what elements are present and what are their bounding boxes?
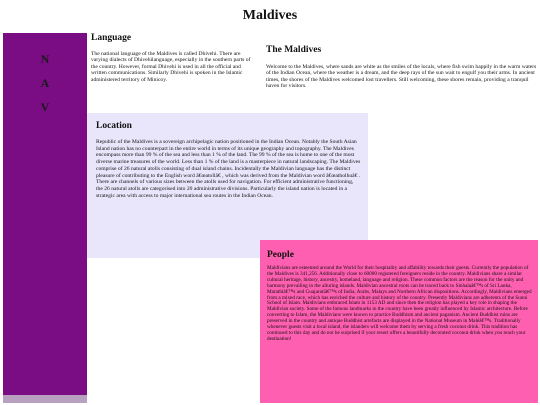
nav-letter-v: V <box>40 100 50 114</box>
language-text: The national language of the Maldives is called Dhivehi. There are varying dialects of Dhivehilanguage, especially in the southern parts of the country. However, formal Dhivehi is used in all the official and written communications. Similarly Dhivehi is spoken in the Islamic administered territory of Minicoy. <box>91 51 251 83</box>
nav-label <box>3 47 87 119</box>
people-heading: People <box>267 250 294 260</box>
nav-letter-a: A <box>40 76 50 90</box>
people-text: Maldivians are esteemed around the World for their hospitality and affability towards their guests. Currently the population of the Maldives is 341,256. Additionally close to 60000 registered foreigners reside in the country. Maldivians share a similar cultural heritage, history, ancestry, homeland, language and religion. These common factors are the reason for the unity and harmony prevailing in the alluring islands. Maldivian ancestral roots can be traced back to Sinhalaâ€™s of Sri Lanka, Marathiâ€™s and Guajaratiâ€™s of India, Arabs, Malays and Northern African dispositions. Accordingly, Maldivians emerged from a mixed race, which has enriched the culture and history of the country. Presently Maldivians are adherents of the Sunni School of Islam. Maldivians embraced Islam in 1153 AD and since then the religion has played a key role in shaping the Maldivian society. Some of the famous landmarks in the country have been greatly influenced by Islamic architecture. Before converting to Islam, the Maldivians were known to practice Buddhism and ancient paganism. Ancient Buddhist ruins are preserved in the country and antique Buddhist artefacts are displayed in the National Museum in Maléâ€™s. Traditionally whenever guests visit a local island, the islanders will welcome them by serving a fresh coconut drink. This tradition has continued to this day and do not be surprised if your resort offers a beautifully decorated coconut drink when you reach your destination! <box>267 265 532 342</box>
maldives-text: Welcome to the Maldives, where sands are white as the smiles of the locals, where fish swim happily in the warm waters of the Indian Ocean, where the weather is a dream, and the deep rays of the sun wait to engulf you their arms. In ancient times, the shores of the Maldives welcomed lost travellers. Still welcoming, these shores remain, providing a tranquil haven for visitors. <box>266 64 537 90</box>
maldives-heading: The Maldives <box>266 45 322 55</box>
language-heading: Language <box>91 33 132 43</box>
location-text: Republic of the Maldives is a sovereign archipelagic nation positioned in the Indian Ocean. Notably the South Asian Island nation has no counterpart in the entire world in terms of its unique geography and topography. The Maldives encompass more than 99 % of the sea and less than 1 % of the land. The 99 % of the sea is home to one of the most diverse marine treasures of the world. Less than 1 % of the land is a masterpiece in natural landscaping. The Maldives comprise of 26 natural atolls consisting of dual island chains. Incidentally the Maldivian language has the distinct pleasure of contributing to the English word â€œatollâ€ , which was derived from the Maldivian word â€œatholhuâ€ . There are channels of various sizes between the atolls used for navigation. For efficient administrative functioning, the 26 natural atolls are categorised into 20 administrative divisions. Particularly the island nation is located in a strategic area with access to major international sea routes in the Indian Ocean. <box>96 139 361 199</box>
location-section <box>87 113 368 258</box>
nav-footer-strip <box>3 395 87 403</box>
people-section <box>260 240 538 403</box>
side-nav <box>3 33 87 403</box>
maldives-intro-section <box>266 45 538 90</box>
nav-letter-n: N <box>40 52 50 66</box>
language-section <box>91 33 254 83</box>
page-title: Maldives <box>242 8 298 23</box>
location-heading: Location <box>96 121 132 131</box>
